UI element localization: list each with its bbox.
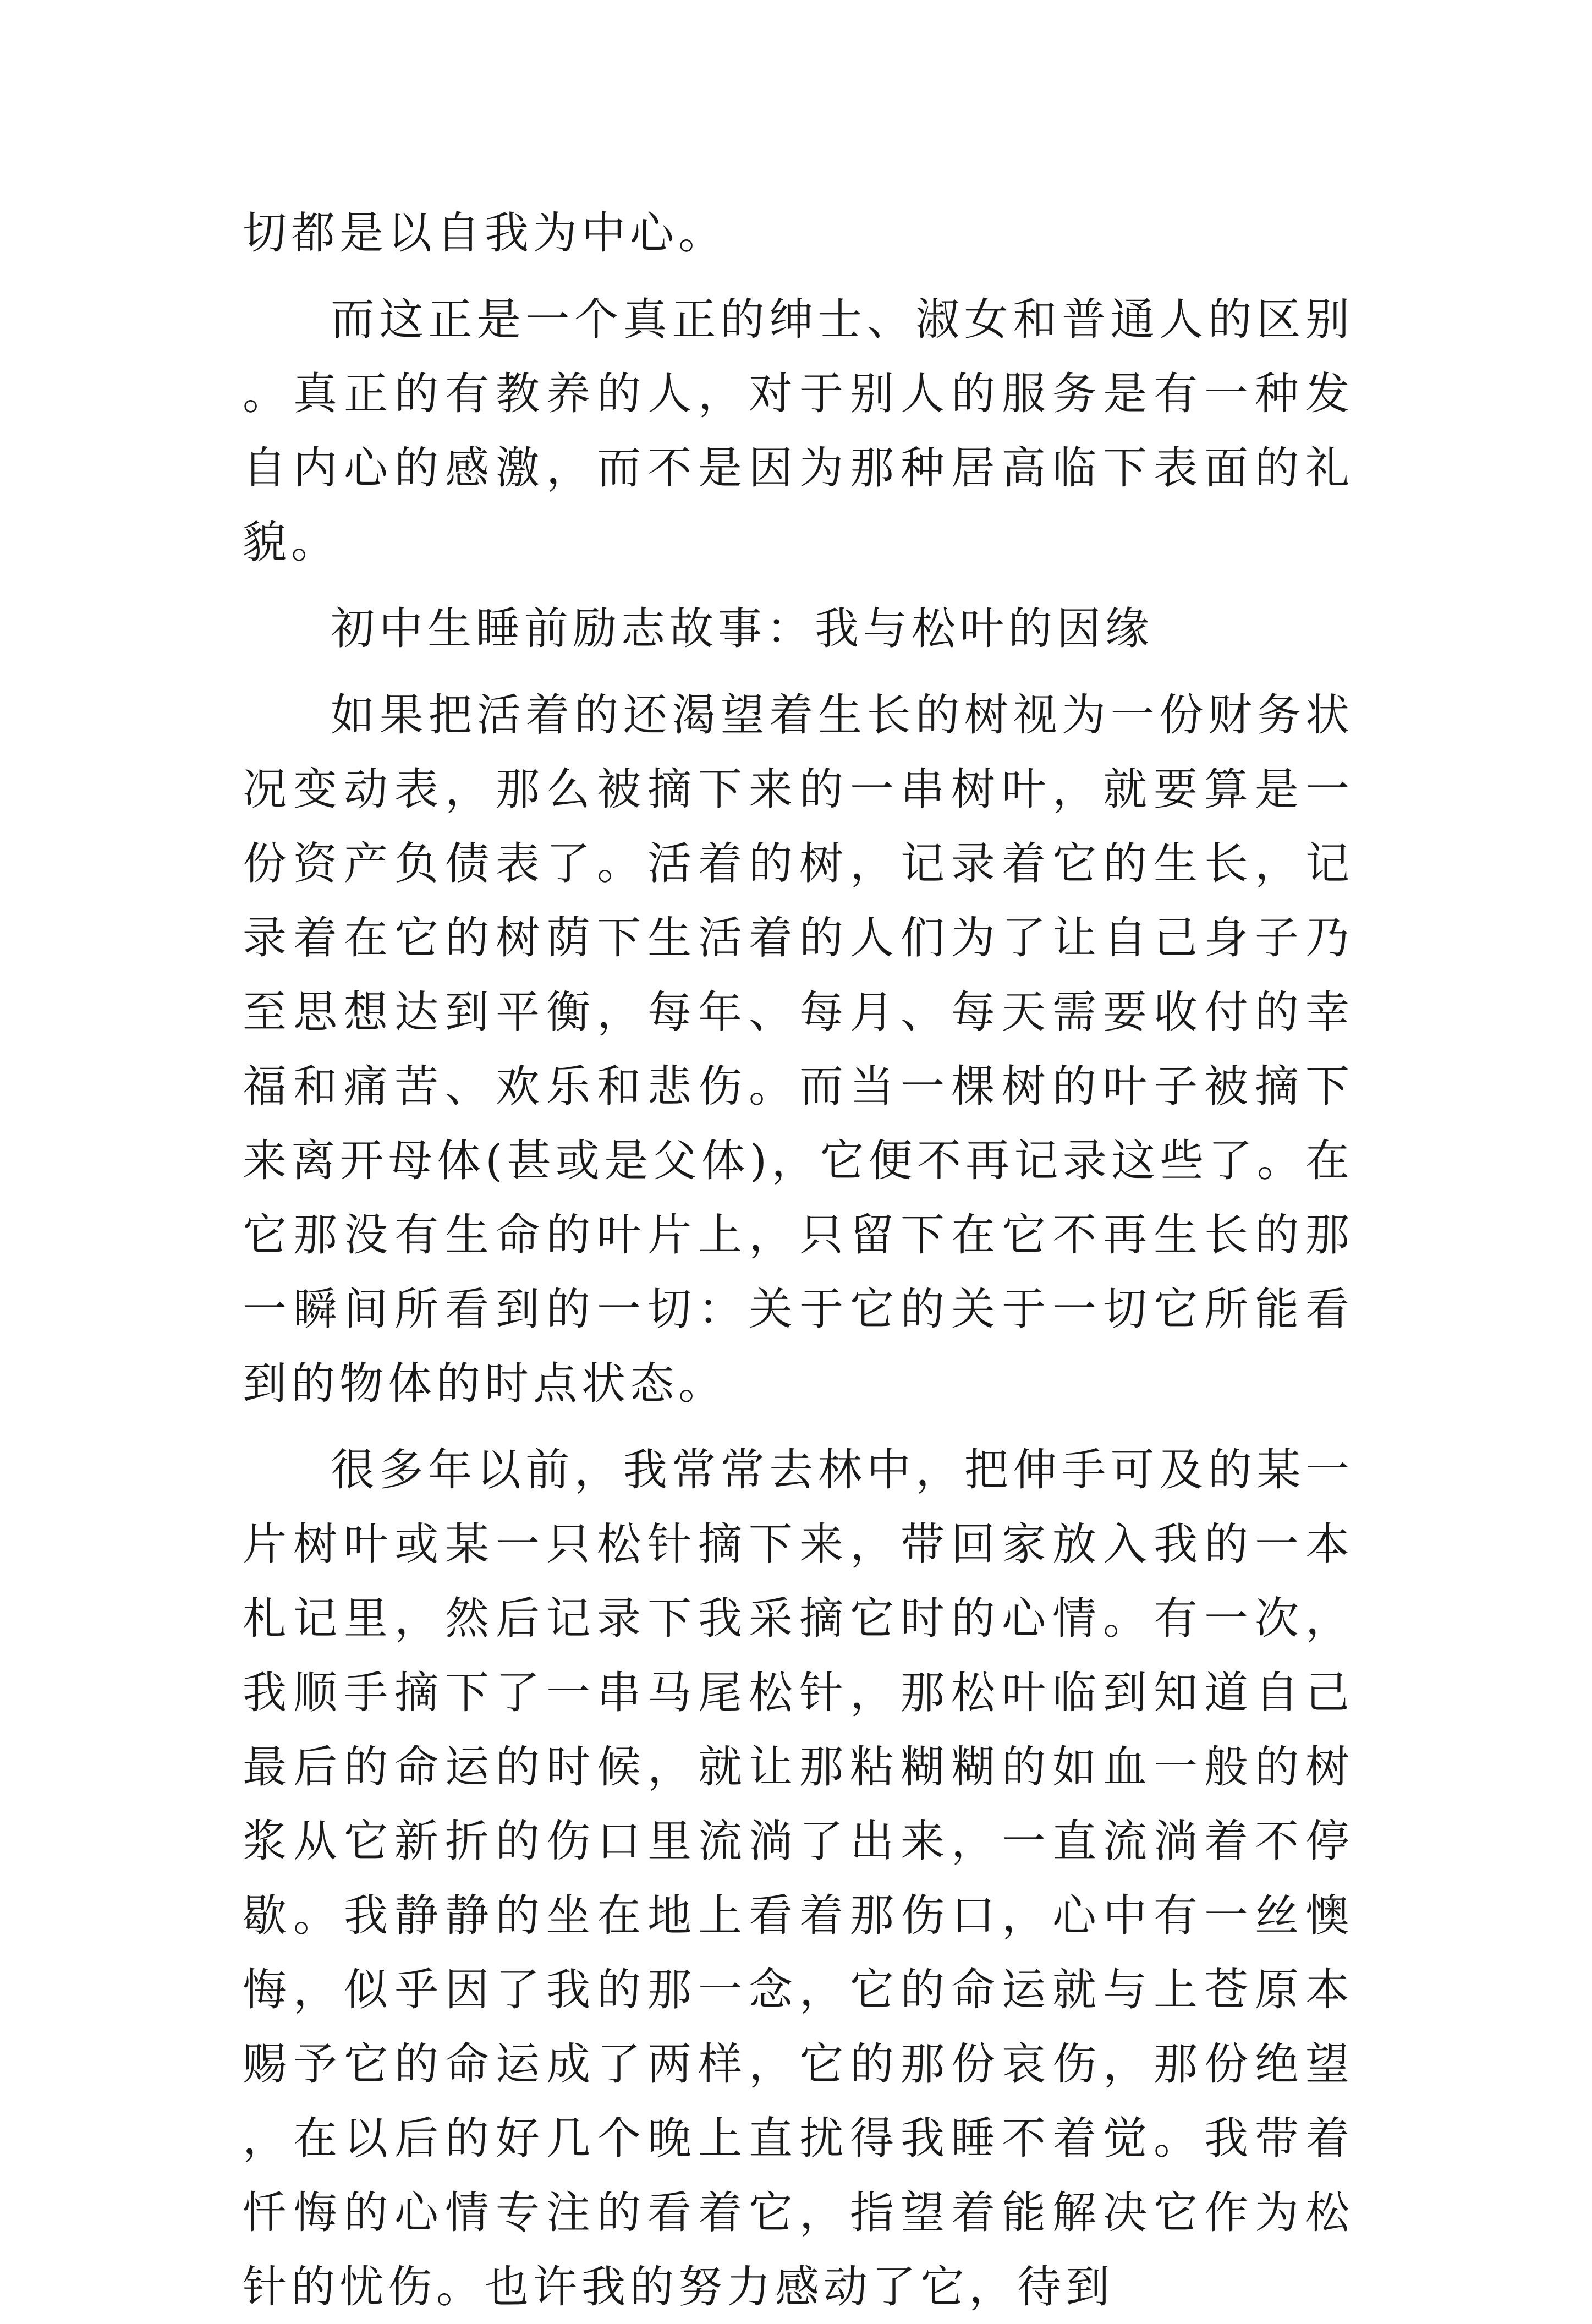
paragraph-gentleman: 而这正是一个真正的绅士、淑女和普通人的区别。真正的有教养的人，对于别人的服务是有一种发自内心的感激，而不是因为那种居高临下表面的礼貌。 [243,294,1354,568]
paragraph-tree-ledger: 如果把活着的还渴望着生长的树视为一份财务状况变动表，那么被摘下来的一串树叶，就要算是一份资产负债表了。活着的树，记录着它的生长，记录着在它的树荫下生活着的人们为了让自己身子乃至思想达到平衡，每年、每月、每天需要收付的幸福和痛苦、欢乐和悲伤。而当一棵树的叶子被摘下来离开母体(甚或是父体)，它便不再记录这些了。在它那没有生命的叶片上，只留下在它不再生长的那一瞬间所看到的一切：关于它的关于一切它所能看到的物体的时点状态。 [243,689,1354,1409]
story-heading: 初中生睡前励志故事：我与松叶的因缘 [331,603,1154,654]
document-body [243,196,1354,2324]
paragraph-pine-needles: 很多年以前，我常常去林中，把伸手可及的某一片树叶或某一只松针摘下来，带回家放入我的一本札记里，然后记录下我采摘它时的心情。有一次，我顺手摘下了一串马尾松针，那松叶临到知道自己最后的命运的时候，就让那粘糊糊的如血一般的树浆从它新折的伤口里流淌了出来，一直流淌着不停歇。我静静的坐在地上看着那伤口，心中有一丝懊悔，似乎因了我的那一念，它的命运就与上苍原本赐予它的命运成了两样，它的那份哀伤，那份绝望，在以后的好几个晚上直扰得我睡不着觉。我带着忏悔的心情专注的看着它，指望着能解决它作为松针的忧伤。也许我的努力感动了它，待到 [243,1444,1354,2312]
paragraph-continuation: 切都是以自我为中心。 [243,207,727,259]
